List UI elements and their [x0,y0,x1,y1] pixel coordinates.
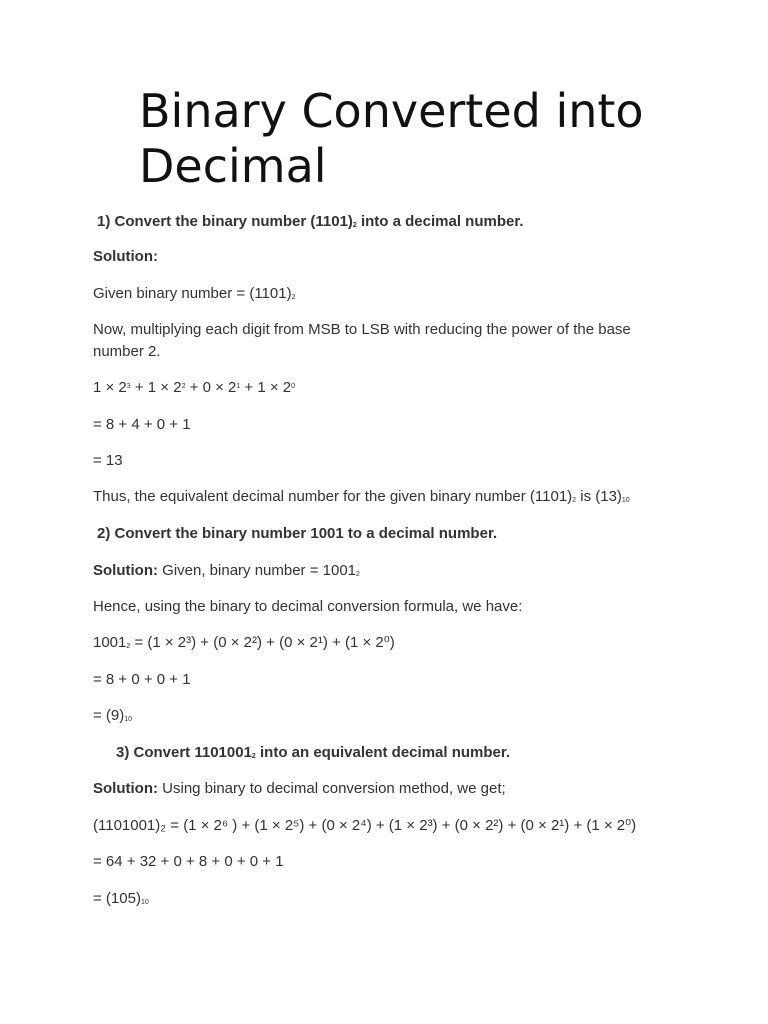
q1-expr-part2: + 1 × 2 [130,379,182,396]
q3-result [93,888,149,910]
q1-heading-text: 1) Convert the binary number (1101) [97,213,353,230]
q1-step1: = 8 + 4 + 0 + 1 [93,416,191,433]
q3-heading-subscript: 2 [251,753,256,760]
q2-solution-text: Given, binary number = 1001 [157,562,357,579]
q1-conclusion-subscript1: 2 [572,497,577,504]
q1-given-text: Given binary number = (1101) [93,285,292,302]
q1-expr-exp2: 2 [181,383,186,390]
q1-expr-exp4: 0 [291,383,296,390]
q1-heading-subscript: 2 [352,222,357,229]
q3-result-text: = (105) [93,890,141,907]
q2-formula-text: 1001 [93,634,127,651]
q1-heading [97,211,524,233]
q2-step1: = 8 + 0 + 0 + 1 [93,671,191,688]
q1-explanation: Now, multiplying each digit from MSB to LSB with reducing the power of the base number 2. [93,321,631,360]
q1-conclusion-text: Thus, the equivalent decimal number for the given binary number (1101) [93,488,573,505]
q1-heading-text-end: into a decimal number. [356,213,524,230]
q3-solution-label: Solution: [93,780,158,797]
q1-conclusion [93,486,630,508]
q2-formula-rest: = (1 × 2³) + (0 × 2²) + (0 × 2¹) + (1 × 2⁰) [130,634,395,651]
q2-formula-subscript: 2 [126,643,131,650]
q1-given-subscript: 2 [291,294,296,301]
q1-conclusion-subscript2: 10 [621,497,630,504]
q2-result-subscript: 10 [124,716,133,723]
q1-expr-exp1: 3 [126,383,131,390]
q2-result [93,705,132,727]
q1-given [93,283,295,305]
q1-solution-label: Solution: [93,248,158,265]
q1-expr-part4: + 1 × 2 [240,379,292,396]
q2-solution [93,560,360,582]
q1-expr-exp3: 1 [236,383,241,390]
q3-result-subscript: 10 [140,899,149,906]
q1-expression [93,377,295,399]
q3-solution [93,778,506,800]
q1-expr-part3: + 0 × 2 [185,379,237,396]
q2-result-text: = (9) [93,707,125,724]
q2-solution-label: Solution: [93,562,158,579]
q3-formula: (1101001)₂ = (1 × 2⁶ ) + (1 × 2⁵) + (0 × 2⁴) + (1 × 2³) + (0 × 2²) + (0 × 2¹) + (1 × 2⁰) [93,817,637,834]
q1-step2: = 13 [93,452,123,469]
q2-method: Hence, using the binary to decimal conversion formula, we have: [93,598,523,615]
q3-heading-text-end: into an equivalent decimal number. [255,744,511,761]
document-title: Binary Converted into Decimal [139,84,644,193]
q3-solution-text: Using binary to decimal conversion method, we get; [157,780,506,797]
q2-solution-subscript: 2 [356,571,360,578]
q3-heading-text: 3) Convert 1101001 [116,744,252,761]
q1-conclusion-mid: is (13) [576,488,622,505]
q2-formula [93,632,395,654]
q1-expr-part1: 1 × 2 [93,379,127,396]
q3-heading [116,742,510,764]
q2-heading: 2) Convert the binary number 1001 to a decimal number. [97,525,498,542]
q3-step1: = 64 + 32 + 0 + 8 + 0 + 0 + 1 [93,853,284,870]
